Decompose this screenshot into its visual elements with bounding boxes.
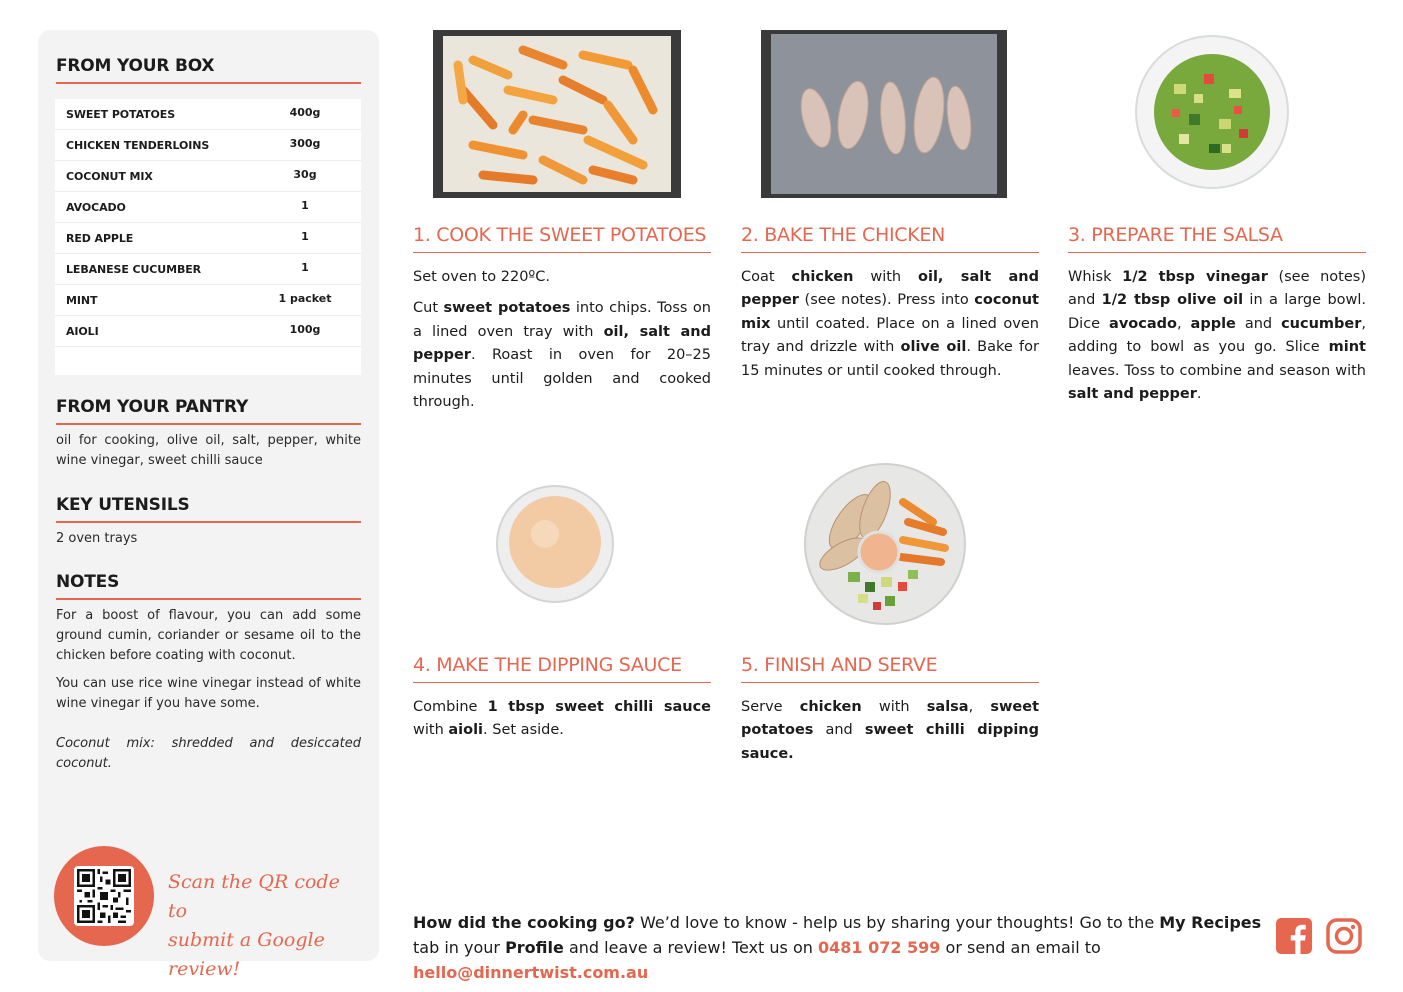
ingredient-qty: 400g [289, 106, 321, 119]
bold-ingredient: 1 tbsp sweet chilli sauce [487, 699, 711, 715]
finished-plate-photo [803, 462, 967, 626]
step-text: with [853, 269, 919, 285]
bold-ingredient: sweet chilli dipping sauce. [741, 722, 1039, 762]
pantry-heading: FROM YOUR PANTRY [56, 397, 361, 425]
footer-bold-text: My Recipes [1159, 913, 1262, 932]
step-text: until coated. Place on a lined oven tray and drizzle with [741, 315, 1039, 356]
step-text: (see notes) and [1068, 269, 1366, 309]
step-text: in a large bowl. Dice [1068, 292, 1367, 332]
bold-ingredient: oil, salt and pepper [741, 269, 1039, 309]
bold-ingredient: chicken [791, 269, 854, 285]
step-text: . [1196, 386, 1202, 403]
facebook-icon[interactable] [1276, 918, 1312, 954]
bold-ingredient: apple [1190, 315, 1236, 332]
ingredients-sidebar [38, 30, 379, 980]
ingredient-row [55, 130, 361, 161]
utensils-heading: KEY UTENSILS [56, 495, 361, 523]
note-item: Coconut mix: shredded and desiccated coconut. [56, 736, 361, 771]
salsa-bowl-photo [1134, 34, 1290, 190]
ingredient-row [55, 161, 361, 192]
step-text: (see notes). Press into [798, 292, 975, 309]
footer-bold-text: How did the cooking go? [413, 913, 635, 932]
step-2-title: 2. BAKE THE CHICKEN [741, 224, 1039, 253]
ingredient-row [55, 316, 361, 347]
ingredient-name: MINT [66, 294, 98, 307]
step-3-title: 3. PREPARE THE SALSA [1068, 224, 1366, 253]
bold-ingredient: coconut mix [741, 292, 1039, 332]
ingredient-name: SWEET POTATOES [66, 108, 176, 121]
step-text: . Set aside. [483, 722, 564, 739]
step-3-body [1068, 266, 1366, 414]
bold-ingredient: olive oil [900, 339, 967, 356]
step-text: Set oven to 220ºC. [413, 269, 550, 285]
ingredient-name: LEBANESE CUCUMBER [66, 263, 202, 276]
step-text: Whisk [1068, 269, 1123, 285]
footer-bold-text: Profile [505, 938, 564, 957]
ingredient-row [55, 223, 361, 254]
footer-text: or send an email to [940, 938, 1101, 957]
pantry-text: oil for cooking, olive oil, salt, pepper, white wine vinegar, sweet chilli sauce [56, 433, 361, 468]
notes-heading: NOTES [56, 572, 361, 600]
step-text: , [968, 699, 991, 715]
ingredient-qty: 100g [289, 323, 321, 336]
bold-ingredient: 1/2 tbsp vinegar [1122, 269, 1268, 285]
step-text: Cut [413, 300, 444, 317]
note-item: For a boost of flavour, you can add some ground cumin, coriander or sesame oil to the chicken before coating with coconut. [56, 608, 361, 663]
bold-ingredient: avocado [1109, 315, 1177, 332]
bold-ingredient: chicken [799, 699, 862, 715]
step-paragraph [413, 696, 711, 743]
instagram-icon[interactable] [1326, 918, 1362, 954]
step-text: with [861, 699, 927, 715]
step-text: , [1176, 315, 1191, 332]
step-paragraph [1068, 266, 1366, 406]
note-item: You can use rice wine vinegar instead of white wine vinegar if you have some. [56, 676, 361, 711]
step-text: Combine [413, 699, 488, 715]
bold-ingredient: sweet potatoes [741, 699, 1040, 739]
step-text: and [1235, 315, 1282, 332]
qr-text-line: Scan the QR code to [168, 871, 340, 922]
bold-ingredient: salt and pepper [1068, 386, 1197, 403]
ingredient-name: AIOLI [66, 325, 99, 338]
ingredient-qty: 1 [301, 230, 309, 243]
qr-badge[interactable] [54, 846, 154, 946]
step-text: , adding to bowl as you go. Slice [1068, 315, 1366, 356]
ingredient-qty: 300g [289, 137, 321, 150]
ingredient-qty: 30g [293, 168, 317, 181]
utensils-text: 2 oven trays [56, 531, 138, 546]
ingredients-table [55, 99, 361, 375]
step-1-title: 1. COOK THE SWEET POTATOES [413, 224, 711, 253]
ingredient-qty: 1 [301, 199, 309, 212]
bold-ingredient: 1/2 tbsp olive oil [1101, 292, 1244, 309]
qr-text-line: submit a Google review! [168, 929, 325, 980]
bold-ingredient: cucumber [1281, 315, 1362, 332]
step-4-title: 4. MAKE THE DIPPING SAUCE [413, 654, 711, 683]
step-text: into chips. Toss on a lined oven tray with [413, 300, 711, 340]
ingredient-name: COCONUT MIX [66, 170, 153, 183]
email-link[interactable]: hello@dinnertwist.com.au [413, 963, 649, 982]
footer-text: tab in your [413, 938, 506, 957]
step-text: and [813, 722, 865, 739]
ingredient-row [55, 254, 361, 285]
step-text: with [413, 722, 449, 739]
step-text: Serve [741, 699, 800, 715]
ingredient-row [55, 99, 361, 130]
ingredient-qty: 1 [301, 261, 309, 274]
step-2-body [741, 266, 1039, 391]
bold-ingredient: aioli [448, 722, 484, 739]
ingredient-row [55, 192, 361, 223]
qr-code-icon[interactable] [74, 866, 134, 926]
ingredient-row [55, 285, 361, 316]
dipping-sauce-photo [495, 484, 615, 604]
review-prompt [413, 910, 1263, 985]
qr-call-to-action [168, 868, 363, 984]
chicken-tray-photo [761, 30, 1007, 198]
ingredient-name: AVOCADO [66, 201, 126, 214]
step-4-body [413, 696, 711, 751]
step-paragraph [741, 696, 1039, 766]
step-paragraph [413, 297, 711, 414]
bold-ingredient: sweet potatoes [443, 300, 571, 317]
step-text: . Roast in oven for 20–25 minutes until golden and cooked through. [413, 347, 711, 411]
step-text: . Bake for 15 minutes or until cooked through. [741, 339, 1039, 379]
step-text: leaves. Toss to combine and season with [1068, 362, 1366, 379]
ingredient-name: RED APPLE [66, 232, 134, 245]
bold-ingredient: salsa [926, 699, 969, 715]
footer-text: We’d love to know - help us by sharing your thoughts! Go to the [634, 913, 1160, 932]
step-text: Coat [741, 269, 792, 285]
step-5-title: 5. FINISH AND SERVE [741, 654, 1039, 683]
bold-ingredient: mint [1328, 339, 1366, 356]
footer-text: and leave a review! Text us on [563, 938, 818, 957]
sweet-potato-tray-photo [433, 30, 681, 198]
ingredient-qty: 1 packet [278, 292, 332, 305]
step-1-body [413, 266, 711, 422]
step-paragraph [741, 266, 1039, 383]
step-paragraph [413, 266, 711, 289]
phone-link[interactable]: 0481 072 599 [817, 938, 941, 957]
step-5-body [741, 696, 1039, 774]
ingredient-name: CHICKEN TENDERLOINS [66, 139, 210, 152]
bold-ingredient: oil, salt and pepper [413, 323, 711, 364]
box-heading: FROM YOUR BOX [56, 56, 361, 84]
